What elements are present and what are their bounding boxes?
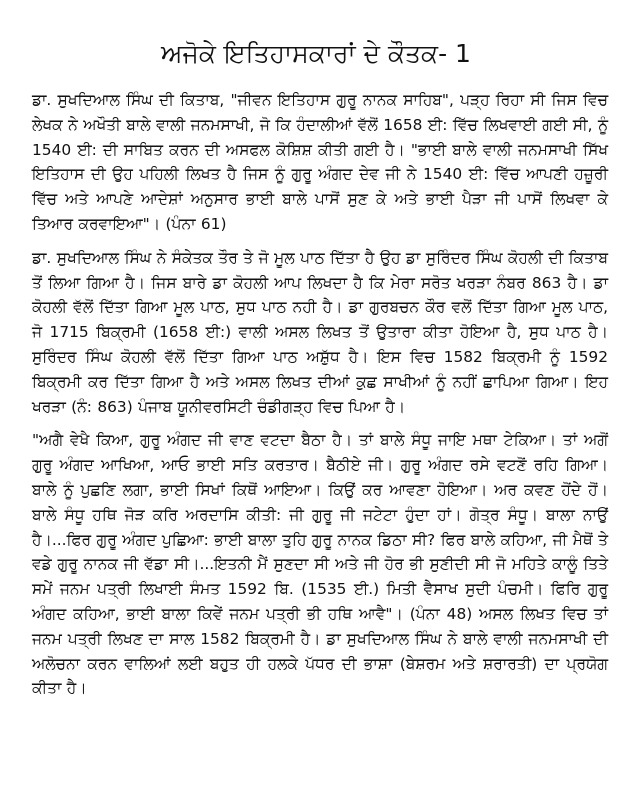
paragraph-1: ਡਾ. ਸੁਖਦਿਆਲ ਸਿੰਘ ਦੀ ਕਿਤਾਬ, "ਜੀਵਨ ਇਤਿਹਾਸ ਗੁਰੂ ਨਾਨਕ ਸਾਹਿਬ", ਪੜ੍ਹ ਰਿਹਾ ਸੀ ਜਿਸ ਵਿਚ ਲੇਖਕ ਨੇ ਅਖੌਤੀ ਬਾਲੇ ਵਾਲੀ ਜਨਮਸਾਖੀ, ਜੋ ਕਿ ਹੰਦਾਲੀਆਂ ਵੱਲੋਂ 1658 ਈ: ਵਿੱਚ ਲਿਖਵਾਈ ਗਈ ਸੀ, ਨੂੰ 1540 ਈ: ਦੀ ਸਾਬਿਤ ਕਰਨ ਦੀ ਅਸਫਲ ਕੋਸ਼ਿਸ਼ ਕੀਤੀ ਗਈ ਹੈ। "ਭਾਈ ਬਾਲੇ ਵਾਲੀ ਜਨਮਸਾਖੀ ਸਿੱਖ ਇਤਿਹਾਸ ਦੀ ਉਹ ਪਹਿਲੀ ਲਿਖਤ ਹੈ ਜਿਸ ਨੂੰ ਗੁਰੂ ਅੰਗਦ ਦੇਵ ਜੀ ਨੇ 1540 ਈ: ਵਿੱਚ ਆਪਣੀ ਹਜ਼ੂਰੀ ਵਿੱਚ ਅਤੇ ਆਪਣੇ ਆਦੇਸ਼ਾਂ ਅਨੁਸਾਰ ਭਾਈ ਬਾਲੇ ਪਾਸੋਂ ਸੁਣ ਕੇ ਅਤੇ ਭਾਈ ਪੈੜਾ ਜੀ ਪਾਸੋਂ ਲਿਖਵਾ ਕੇ ਤਿਆਰ ਕਰਵਾਇਆ"। (ਪੰਨਾ 61) bbox=[32, 91, 608, 233]
page-title: ਅਜੋਕੇ ਇਤਿਹਾਸਕਾਰਾਂ ਦੇ ਕੌਤਕ- 1 bbox=[161, 39, 471, 68]
article-body bbox=[32, 88, 608, 710]
paragraph-2: ਡਾ. ਸੁਖਦਿਆਲ ਸਿੰਘ ਨੇ ਸੰਕੇਤਕ ਤੌਰ ਤੇ ਜੋ ਮੂਲ ਪਾਠ ਦਿੱਤਾ ਹੈ ਉਹ ਡਾ ਸੁਰਿੰਦਰ ਸਿੰਘ ਕੋਹਲੀ ਦੀ ਕਿਤਾਬ ਤੋਂ ਲਿਆ ਗਿਆ ਹੈ। ਜਿਸ ਬਾਰੇ ਡਾ ਕੋਹਲੀ ਆਪ ਲਿਖਦਾ ਹੈ ਕਿ ਮੇਰਾ ਸਰੋਤ ਖਰੜਾ ਨੰਬਰ 863 ਹੈ। ਡਾ ਕੋਹਲੀ ਵੱਲੋਂ ਦਿੱਤਾ ਗਿਆ ਮੂਲ ਪਾਠ, ਸੁਧ ਪਾਠ ਨਹੀ ਹੈ। ਡਾ ਗੁਰਬਚਨ ਕੌਰ ਵਲੋਂ ਦਿੱਤਾ ਗਿਆ ਮੂਲ ਪਾਠ, ਜੋ 1715 ਬਿਕ੍ਰਮੀ (1658 ਈ:) ਵਾਲੀ ਅਸਲ ਲਿਖਤ ਤੋਂ ਉਤਾਰਾ ਕੀਤਾ ਹੋਇਆ ਹੈ, ਸੁਧ ਪਾਠ ਹੈ। ਸੁਰਿੰਦਰ ਸਿੰਘ ਕੋਹਲੀ ਵੱਲੋਂ ਦਿੱਤਾ ਗਿਆ ਪਾਠ ਅਸ਼ੁੱਧ ਹੈ। ਇਸ ਵਿਚ 1582 ਬਿਕ੍ਰਮੀ ਨੂੰ 1592 ਬਿਕ੍ਰਮੀ ਕਰ ਦਿੱਤਾ ਗਿਆ ਹੈ ਅਤੇ ਅਸਲ ਲਿਖਤ ਦੀਆਂ ਕੁਛ ਸਾਖੀਆਂ ਨੂੰ ਨਹੀਂ ਛਾਪਿਆ ਗਿਆ। ਇਹ ਖਰੜਾ (ਨੰ: 863) ਪੰਜਾਬ ਯੂਨੀਵਰਸਿਟੀ ਚੰਡੀਗੜ੍ਹ ਵਿਚ ਪਿਆ ਹੈ। bbox=[32, 248, 608, 416]
paragraph-3: "ਅਗੈ ਵੇਖੈ ਕਿਆ, ਗੁਰੂ ਅੰਗਦ ਜੀ ਵਾਣ ਵਟਦਾ ਬੈਠਾ ਹੈ। ਤਾਂ ਬਾਲੇ ਸੰਧੂ ਜਾਇ ਮਥਾ ਟੇਕਿਆ। ਤਾਂ ਅਗੋਂ ਗੁਰੂ ਅੰਗਦ ਆਖਿਆ, ਆਓ ਭਾਈ ਸਤਿ ਕਰਤਾਰ। ਬੈਠੀਏ ਜੀ। ਗੁਰੂ ਅੰਗਦ ਰਸੇ ਵਟਣੋਂ ਰਹਿ ਗਿਆ। ਬਾਲੇ ਨੂੰ ਪੁਛਣਿ ਲਗਾ, ਭਾਈ ਸਿਖਾਂ ਕਿਥੋਂ ਆਇਆ। ਕਿਉਂ ਕਰ ਆਵਣਾ ਹੋਇਆ। ਅਰ ਕਵਣ ਹੋਂਦੇ ਹੋਂ। ਬਾਲੇ ਸੰਧੂ ਹਥਿ ਜੋੜ ਕਰਿ ਅਰਦਾਸਿ ਕੀਤੀ: ਜੀ ਗੁਰੂ ਜੀ ਜਟੇਟਾ ਹੁੰਦਾ ਹਾਂ। ਗੋਤ੍ਰ ਸੰਧੂ। ਬਾਲਾ ਨਾਉਂ ਹੈ।...ਫਿਰ ਗੁਰੂ ਅੰਗਦ ਪੁਛਿਆ: ਭਾਈ ਬਾਲਾ ਤੁਹਿ ਗੁਰੂ ਨਾਨਕ ਡਿਠਾ ਸੀ? ਫਿਰ ਬਾਲੇ ਕਹਿਆ, ਜੀ ਮੈਥੋਂ ਤੇ ਵਡੇ ਗੁਰੂ ਨਾਨਕ ਜੀ ਵੱਡਾ ਸੀ।...ਇਤਨੀ ਮੈਂ ਸੁਣਦਾ ਸੀ ਅਤੇ ਜੀ ਹੋਰ ਭੀ ਸੁਣੀਦੀ ਸੀ ਜੋ ਮਹਿਤੇ ਕਾਲੂੰ ਤਿਤੇ ਸਮੇਂ ਜਨਮ ਪਤ੍ਰੀ ਲਿਖਾਈ ਸੰਮਤ 1592 ਬਿ. (1535 ਈ.) ਮਿਤੀ ਵੈਸਾਖ ਸੁਦੀ ਪੰਚਮੀ। ਫਿਰਿ ਗੁਰੂ ਅੰਗਦ ਕਹਿਆ, ਭਾਈ ਬਾਲਾ ਕਿਵੇਂ ਜਨਮ ਪਤ੍ਰੀ ਭੀ ਹਥਿ ਆਵੈ"। (ਪੰਨਾ 48) ਅਸਲ ਲਿਖਤ ਵਿਚ ਤਾਂ ਜਨਮ ਪਤ੍ਰੀ ਲਿਖਣ ਦਾ ਸਾਲ 1582 ਬਿਕ੍ਰਮੀ ਹੈ। ਡਾ ਸੁਖਦਿਆਲ ਸਿੰਘ ਨੇ ਬਾਲੇ ਵਾਲੀ ਜਨਮਸਾਖੀ ਦੀ ਅਲੋਚਨਾ ਕਰਨ ਵਾਲਿਆਂ ਲਈ ਬਹੁਤ ਹੀ ਹਲਕੇ ਪੱਧਰ ਦੀ ਭਾਸ਼ਾ (ਬੇਸ਼ਰਮ ਅਤੇ ਸ਼ਰਾਰਤੀ) ਦਾ ਪ੍ਰਯੋਗ ਕੀਤਾ ਹੈ। bbox=[32, 431, 608, 698]
